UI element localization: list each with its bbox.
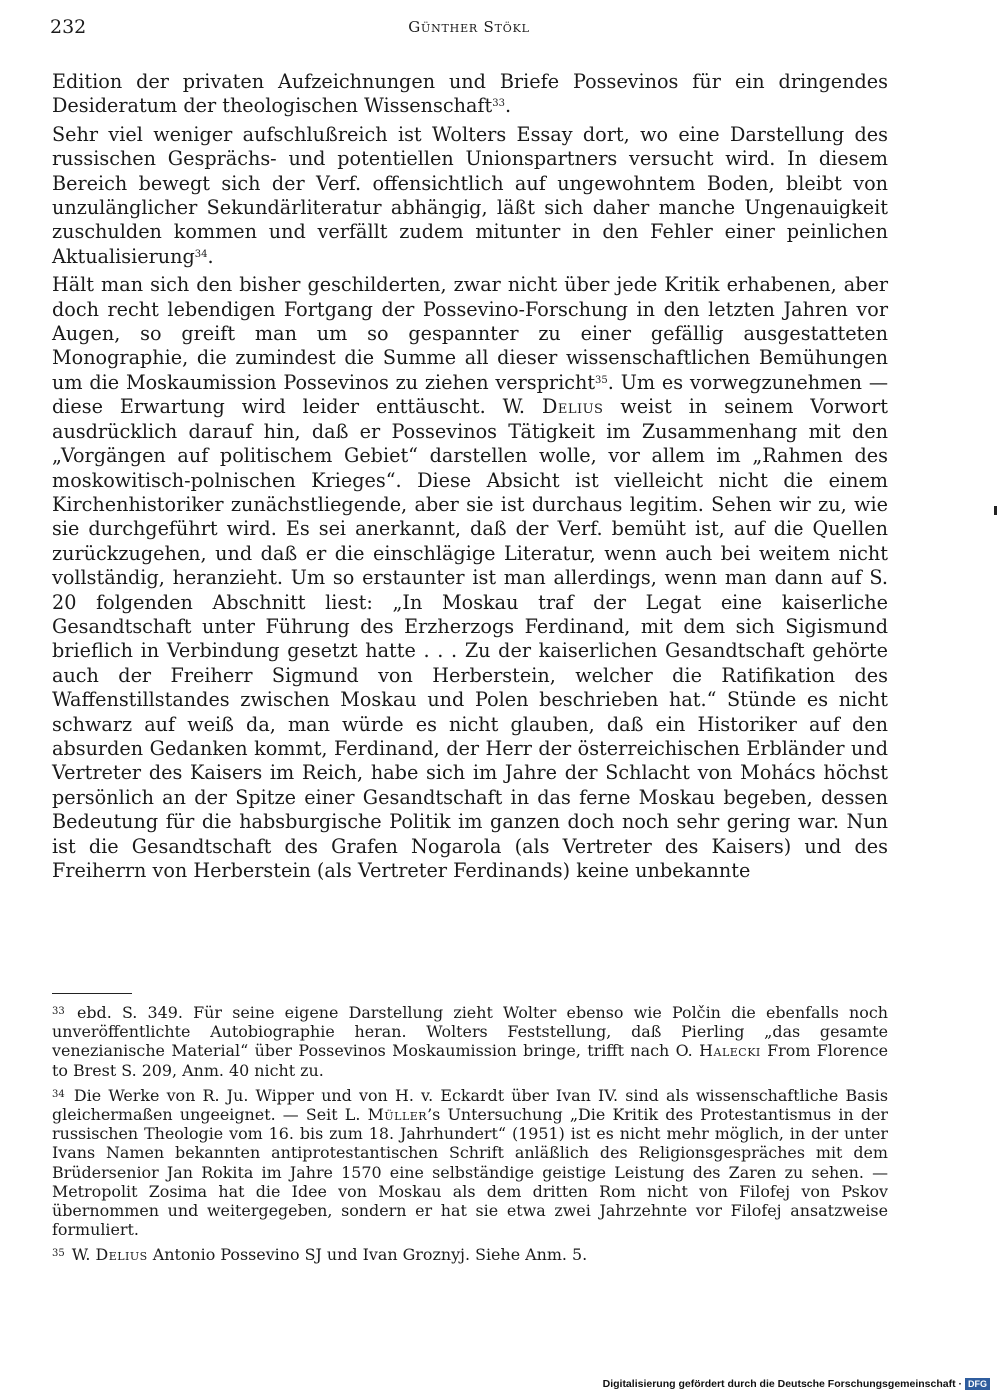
footnote-34-text-b: ’s Untersuchung „Die Kritik des Protestantismus in der russischen Theologie vom 16. bis zum 18. Jahrhundert“ (1951) ist es nicht mehr möglich, in der unter Ivans Namen bekannten antiprotestantischen Schrift anläßlich des Religionsgespräches mit dem Brüdersenior Jan Rokita im Jahre 1570 eine selbständige geistige Leistung des Zaren zu sehen. — Metropolit Zosima hat die Idee von Moskau als dem dritten Rom nicht von Filofej von Pskov übernommen und weitergegeben, sondern er hat sie etwa zwei Jahrzehnte vor Filofej ansatzweise formuliert. [52, 1105, 889, 1240]
paragraph-2-tail: . [207, 244, 214, 268]
page-header [50, 14, 888, 50]
footnote-number: 35 [52, 1248, 65, 1260]
footnote-35-text-b: Antonio Possevino SJ und Ivan Groznyj. Siehe Anm. 5. [152, 1245, 588, 1265]
footnote-35 [52, 1245, 888, 1264]
digitization-credit [603, 1378, 990, 1390]
footnotes [52, 1003, 888, 1271]
footnote-ref-35[interactable]: 35 [595, 374, 608, 386]
footnote-number: 33 [52, 1006, 65, 1017]
author-name-mueller: Müller [367, 1105, 428, 1125]
paragraph-3-text-b: . Um es vorwegzunehmen — diese Erwartung wird leider enttäuscht. W. [52, 370, 889, 419]
credit-text: Digitalisierung gefördert durch die Deutsche Forschungsgemeinschaft · [602, 1378, 962, 1390]
footnote-34-text-a: Die Werke von R. Ju. Wipper und von H. v. Eckardt über Ivan IV. sind als wissenschaftliche Basis gleichermaßen ungeeignet. — Seit L. [52, 1085, 888, 1125]
dfg-logo: DFG [965, 1378, 990, 1390]
footnote-ref-34[interactable]: 34 [194, 248, 208, 260]
paragraph-2-text: Sehr viel weniger aufschlußreich ist Wolters Essay dort, wo eine Darstellung des russischen Gesprächs- und potentiellen Unionspartners versucht wird. In diesem Bereich bewegt sich der Verf. offensichtlich auf ungewohntem Boden, bleibt von unzulänglicher Sekundärliteratur abhängig, läßt sich daher manche Ungenauigkeit zuschulden kommen und verfällt zudem mitunter in den Fehler einer peinlichen Aktualisierung [52, 122, 888, 268]
scan-edge-mark [994, 506, 997, 515]
footnote-33-text-a: ebd. S. 349. Für seine eigene Darstellung zieht Wolter ebenso wie Polčin die ebenfalls noch unveröffentlichte Autobiographie heran. Wolters Feststellung, daß Pierling „das gesamte venezianische Material“ über Possevinos Moskaumission bringe, trifft nach O. [52, 1003, 888, 1061]
paragraph-1 [52, 70, 888, 119]
running-head: Günther Stökl [408, 18, 530, 36]
page-number: 232 [50, 16, 87, 38]
footnote-number: 34 [52, 1088, 65, 1100]
paragraph-3-text-c: weist in seinem Vorwort ausdrücklich darauf hin, daß er Possevinos Tätigkeit im Zusammenhang mit den „Vorgängen auf politischem Gebiet“ darstellen wolle, vor allem im „Rahmen des moskowitisch-polnischen Krieges“. Diese Absicht ist vielleicht nicht die einem Kirchenhistoriker zunächstliegende, aber sie ist durchaus legitim. Sehen wir zu, wie sie durchgeführt wird. Es sei anerkannt, daß der Verf. bemüht ist, auf die Quellen zurückzugehen, und daß er die einschlägige Literatur, wenn auch bei weitem nicht vollständig, heranzieht. Um so erstaunter ist man allerdings, wenn man dann auf S. 20 folgenden Abschnitt liest: „In Moskau traf der Legat eine kaiserliche Gesandtschaft unter Führung des Erzherzogs Ferdinand, mit dem sich Sigismund brieflich in Verbindung gesetzt hatte . . . Zu der kaiserlichen Gesandtschaft gehörte auch der Freiherr Sigmund von Herberstein, welcher die Ratifikation des Waffenstillstandes zwischen Moskau und Polen beschrieben hat.“ Stünde es nicht schwarz auf weiß da, man würde es nicht glauben, daß ein Historiker auf den absurden Gedanken kommt, Ferdinand, der Herr der österreichischen Erbländer und Vertreter des Kaisers im Reich, habe sich im Jahre der Schlacht von Mohács höchst persönlich an der Spitze einer Gesandtschaft in das ferne Moskau begeben, dessen Bedeutung für die habsburgische Politik im ganzen doch noch sehr gering war. Nun ist die Gesandtschaft des Grafen Nogarola (als Vertreter des Kaisers) und des Freiherrn von Herberstein (als Vertreter Ferdinands) keine unbekannte [52, 395, 888, 882]
author-name-delius: Delius [95, 1245, 148, 1265]
footnote-34 [52, 1086, 888, 1240]
main-text [52, 70, 888, 887]
author-name-delius: Delius [541, 395, 604, 419]
author-name-halecki: Halecki [699, 1041, 761, 1061]
paragraph-3-text-a: Hält man sich den bisher geschilderten, zwar nicht über jede Kritik erhabenen, aber doch recht lebendigen Fortgang der Possevino-Forschung in den letzten Jahren vor Augen, so greift man um so gespannter zu einer gefällig ausgestatteten Monographie, die zumindest die Summe all dieser wissenschaftlichen Bemühungen um die Moskaumission Possevinos zu ziehen verspricht [52, 273, 888, 394]
footnote-divider [52, 993, 132, 994]
paragraph-2 [52, 123, 888, 269]
footnote-35-text-a: W. [71, 1245, 91, 1265]
footnote-33 [52, 1003, 888, 1080]
paragraph-3 [52, 273, 888, 883]
footnote-33-text-b: From Florence to Brest S. 209, Anm. 40 nicht zu. [52, 1041, 889, 1080]
paragraph-1-text: Edition der privaten Aufzeichnungen und Briefe Possevinos für ein dringendes Desideratum der theologischen Wissenschaft [52, 70, 888, 118]
paragraph-1-tail: . [504, 94, 512, 118]
footnote-ref-33[interactable]: 33 [492, 98, 505, 110]
